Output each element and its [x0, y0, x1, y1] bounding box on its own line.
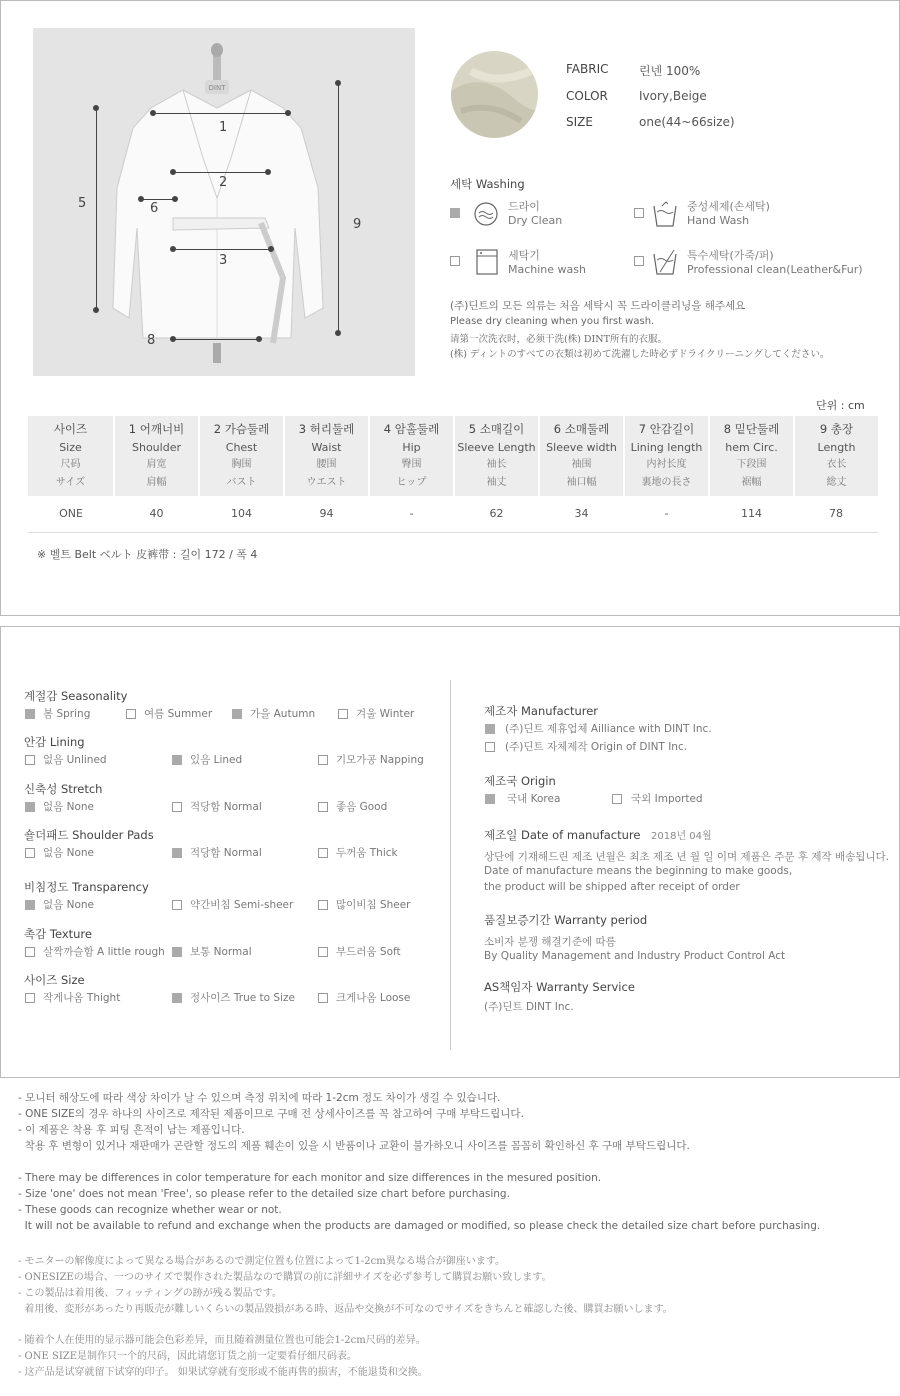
spec-label-size: SIZE [566, 115, 593, 129]
origin-title: 제조국 Origin [484, 774, 556, 788]
header-line: 8 밑단둘레 [723, 422, 780, 436]
attribute-option-label: 많이비침 Sheer [336, 899, 411, 911]
header-line: 7 안감길이 [638, 422, 695, 436]
size-table-header-cell [539, 416, 624, 496]
manufacture-date-note: the product will be shipped after receipt of order [484, 881, 740, 893]
dim-dot [256, 336, 262, 342]
attribute-title: 사이즈 Size [24, 973, 85, 987]
header-line: 内衬长度 [646, 459, 687, 470]
professional-clean-icon [652, 248, 678, 276]
manufacturer-title: 제조자 Manufacturer [484, 704, 599, 718]
bottom-note-line: - この製品は着用後、フィッティングの跡が残る製品です。 [18, 1288, 282, 1299]
header-line: ウエスト [306, 476, 347, 488]
attribute-option-checkbox [172, 848, 182, 858]
header-line: 腰围 [316, 459, 337, 470]
attribute-option-checkbox [172, 947, 182, 957]
warranty-period-title: 품질보증기간 Warranty period [484, 913, 648, 927]
dim-dot [170, 336, 176, 342]
warranty-service-title: AS책임자 Warranty Service [484, 980, 635, 994]
attribute-option-label: 약간비침 Semi-sheer [190, 899, 294, 911]
fabric-swatch [451, 51, 538, 138]
bottom-note-line: - There may be differences in color temperature for each monitor and size differences in the mesured position. [18, 1172, 602, 1184]
attribute-title: 숄더패드 Shoulder Pads [24, 828, 154, 842]
spec-value-color: Ivory,Beige [639, 89, 707, 103]
wash-hand-wash-label [687, 200, 770, 228]
header-line: Chest [225, 440, 258, 454]
attribute-option-label: 적당함 Normal [190, 847, 262, 859]
header-line: 사이즈 [53, 422, 88, 436]
spec-value-size: one(44~66size) [639, 115, 735, 129]
washing-title: 세탁 Washing [450, 177, 525, 191]
size-table-cell: 104 [199, 496, 284, 532]
dim-dot [285, 110, 291, 116]
dry-clean-icon [473, 201, 499, 227]
jacket-illustration [33, 28, 415, 376]
warranty-period-note: 소비자 분쟁 해결기준에 따름 [484, 936, 616, 948]
dim-line-length [338, 83, 339, 333]
washing-note-en: Please dry cleaning when you first wash. [450, 316, 655, 327]
attribute-option-label: 보통 Normal [190, 946, 252, 958]
dim-line-chest [173, 172, 268, 173]
header-line: 総丈 [826, 476, 847, 488]
size-table-header-cell [114, 416, 199, 496]
dim-label-1: 1 [219, 120, 228, 135]
dim-label-6: 6 [150, 201, 159, 216]
header-line: hem Circ. [725, 440, 778, 454]
attribute-option-checkbox [25, 755, 35, 765]
dim-dot [268, 246, 274, 252]
attribute-option-label: 없음 None [43, 801, 95, 813]
header-line: 裏地の長さ [641, 476, 692, 488]
attribute-option-label: 겨울 Winter [356, 708, 415, 720]
attribute-option-label: 살짝까슬함 A little rough [43, 946, 165, 958]
manufacture-date-note: 상단에 기재해드린 제조 년월은 최초 제조 년 월 일 이며 제품은 주문 후 제작 배송됩니다. [484, 851, 890, 863]
header-line: 肩宽 [146, 459, 167, 470]
warranty-period-note: By Quality Management and Industry Product Control Act [484, 950, 786, 962]
dim-label-8: 8 [147, 333, 156, 348]
header-line: Length [817, 440, 856, 454]
bottom-note-line: 着用後、変形があったり再販売が難しいくらいの製品毀損がある時、返品や交換が不可なのでサイズをきちんと確認した後、購買お願いします。 [18, 1304, 673, 1315]
svg-text:DINT: DINT [208, 84, 226, 92]
dim-line-sleeve-length [96, 108, 97, 310]
attribute-option-checkbox [25, 802, 35, 812]
origin-option-label: 국내 Korea [507, 793, 561, 805]
wash-professional-ko: 특수세탁(가죽/퍼) [687, 249, 774, 262]
attribute-option-checkbox [318, 900, 328, 910]
header-line: 袖丈 [486, 476, 507, 488]
attribute-option-label: 없음 None [43, 899, 95, 911]
header-line: 5 소매길이 [468, 422, 525, 436]
washing-note-ja: (株) ディントのすべての衣類は初めて洗濯した時必ずドライクリーニングしてください。 [450, 349, 830, 360]
header-line: ヒップ [396, 476, 427, 488]
attribute-option-checkbox [172, 755, 182, 765]
bottom-note-line: - ONESIZEの場合、一つのサイズで製作された製品なので購買の前に詳細サイズを必ず参考して購買お願い致します。 [18, 1272, 552, 1283]
bottom-note-line: It will not be available to refund and exchange when the products are damaged or modified, so please check the detailed size chart before purchasing. [18, 1220, 821, 1232]
attribute-option-label: 있음 Lined [190, 754, 243, 766]
wash-hand-wash-en: Hand Wash [687, 214, 750, 227]
wash-hand-wash-ko: 중성세제(손세탁) [687, 200, 770, 213]
dim-line-sleeve-width [140, 199, 175, 200]
size-table-cell: 94 [284, 496, 369, 532]
header-line: Sleeve width [546, 440, 617, 454]
attribute-option-checkbox [25, 993, 35, 1003]
table-row [28, 496, 878, 532]
attribute-option-checkbox [172, 993, 182, 1003]
header-line: 1 어깨너비 [128, 422, 185, 436]
attribute-option-checkbox [318, 993, 328, 1003]
manufacturer-option-checkbox [485, 724, 495, 734]
dim-line-hem [173, 339, 259, 340]
dim-dot [93, 105, 99, 111]
header-line: 9 총장 [819, 422, 854, 436]
jacket-measurement-image [33, 28, 415, 376]
attribute-option-checkbox [25, 900, 35, 910]
header-line: 袖长 [486, 459, 507, 470]
wash-professional-label [687, 249, 863, 277]
attribute-option-checkbox [318, 848, 328, 858]
header-line: 2 가슴둘레 [213, 422, 270, 436]
dim-line-waist [173, 249, 271, 250]
attribute-option-checkbox [232, 709, 242, 719]
attribute-option-checkbox [318, 755, 328, 765]
attribute-option-checkbox [172, 802, 182, 812]
attribute-option-checkbox [172, 900, 182, 910]
attribute-option-label: 봄 Spring [43, 708, 91, 720]
dim-dot [138, 196, 144, 202]
wash-machine-checkbox [450, 256, 460, 266]
bottom-note-line: - 随着个人在使用的显示器可能会色彩差异，而且随着测量位置也可能会1-2cm尺码的差异。 [18, 1335, 426, 1346]
bottom-note-line: - ONE SIZE의 경우 하나의 사이즈로 제작된 제품이므로 구매 전 상세사이즈를 꼭 참고하여 구매 부탁드립니다. [18, 1108, 524, 1120]
header-line: 胸围 [231, 459, 252, 470]
dim-dot [335, 330, 341, 336]
manufacture-date-note: Date of manufacture means the beginning to make goods, [484, 865, 793, 877]
bottom-note-line: 착용 후 변형이 있거나 재판매가 곤란할 정도의 제품 훼손이 있을 시 반품이나 교환이 불가하오니 사이즈를 꼼꼼히 확인하신 후 구매 부탁드립니다. [18, 1140, 690, 1152]
wash-dry-clean-label [508, 200, 562, 228]
attribute-option-label: 부드러움 Soft [336, 946, 401, 958]
origin-option-checkbox [612, 794, 622, 804]
size-table-cell: - [624, 496, 709, 532]
dim-label-5: 5 [78, 196, 87, 211]
machine-wash-icon [475, 248, 499, 276]
unit-label: 단위 : cm [816, 399, 865, 412]
size-table-cell: 114 [709, 496, 794, 532]
size-table [28, 416, 878, 533]
size-table-header-cell [284, 416, 369, 496]
header-line: 3 허리둘레 [298, 422, 355, 436]
attribute-option-label: 없음 Unlined [43, 754, 107, 766]
attribute-title: 계절감 Seasonality [24, 689, 128, 703]
dim-dot [150, 110, 156, 116]
size-table-header-cell [709, 416, 794, 496]
bottom-note-line: - 모니터 해상도에 따라 색상 차이가 날 수 있으며 측정 위치에 따라 1-2cm 정도 차이가 생길 수 있습니다. [18, 1092, 501, 1104]
origin-option-checkbox [485, 794, 495, 804]
manufacturer-option-label: (주)딘트 자체제작 Origin of DINT Inc. [505, 741, 688, 753]
size-table-cell: 34 [539, 496, 624, 532]
size-table-header-cell [454, 416, 539, 496]
bottom-note-line: - モニターの解像度によって異なる場合があるので測定位置も位置によって1-2cm異なる場合が御座います。 [18, 1256, 505, 1267]
size-table-header-cell [624, 416, 709, 496]
header-line: 6 소매둘레 [553, 422, 610, 436]
header-line: 尺码 [60, 459, 81, 470]
size-table-cell: ONE [28, 496, 114, 532]
manufacturer-option-checkbox [485, 742, 495, 752]
header-line: バスト [226, 476, 257, 488]
header-line: Shoulder [132, 440, 181, 454]
belt-note: ※ 벨트 Belt ベルト 皮裤带 : 길이 172 / 폭 4 [37, 548, 258, 561]
size-table-cell: 40 [114, 496, 199, 532]
wash-machine-label [508, 249, 586, 277]
origin-option-label: 국외 Imported [631, 793, 703, 805]
size-table-cell: 78 [794, 496, 878, 532]
header-line: 下段围 [736, 459, 767, 470]
attribute-option-checkbox [318, 802, 328, 812]
attribute-option-label: 적당함 Normal [190, 801, 262, 813]
bottom-note-line: - ONE SIZE是制作只一个的尺码，因此请您订货之前一定要看仔细尺码表。 [18, 1351, 358, 1362]
wash-dry-clean-en: Dry Clean [508, 214, 563, 227]
attribute-title: 비침정도 Transparency [24, 880, 149, 894]
attribute-option-label: 정사이즈 True to Size [190, 992, 295, 1004]
size-table-header-cell [199, 416, 284, 496]
attribute-option-label: 가을 Autumn [250, 708, 316, 720]
washing-note-ko: (주)딘트의 모든 의류는 처음 세탁시 꼭 드라이클리닝을 해주세요 [450, 300, 746, 312]
attribute-option-checkbox [25, 947, 35, 957]
header-line: Sleeve Length [457, 440, 536, 454]
hand-wash-icon [652, 200, 678, 228]
bottom-note-line: - Size 'one' does not mean 'Free', so please refer to the detailed size chart before purchasing. [18, 1188, 510, 1200]
warranty-service-note: (주)딘트 DINT Inc. [484, 1001, 574, 1013]
size-table-header-cell [28, 416, 114, 496]
manufacture-date-title: 제조일 Date of manufacture [484, 828, 641, 842]
size-table-header-cell [794, 416, 878, 496]
column-divider [450, 680, 451, 1050]
header-line: 袖围 [571, 459, 592, 470]
size-table-header-cell [369, 416, 454, 496]
bottom-note-line: - These goods can recognize whether wear or not. [18, 1204, 282, 1216]
manufacturer-option-label: (주)딘트 제휴업체 Ailliance with DINT Inc. [505, 723, 712, 735]
attribute-option-checkbox [338, 709, 348, 719]
wash-professional-checkbox [634, 256, 644, 266]
header-line: Size [59, 440, 82, 454]
dim-line-shoulder [153, 113, 288, 114]
bottom-note-line: - 这产品是试穿就留下试穿的印子。 如果试穿就有变形或不能再售的损害，不能退货和交换。 [18, 1367, 428, 1378]
wash-dry-clean-checkbox [450, 208, 460, 218]
dim-dot [172, 196, 178, 202]
dim-dot [170, 246, 176, 252]
header-line: 裾幅 [741, 476, 762, 488]
bottom-note-line: - 이 제품은 착용 후 피팅 흔적이 남는 제품입니다. [18, 1124, 245, 1136]
manufacture-date-value: 2018년 04월 [651, 831, 712, 842]
header-line: 臀围 [401, 459, 422, 470]
wash-professional-en: Professional clean(Leather&Fur) [687, 263, 863, 276]
spec-value-fabric: 린넨 100% [639, 64, 701, 78]
washing-note-zh: 请第一次洗衣时，必须干洗(株) DINT所有的衣服。 [450, 334, 667, 345]
header-line: 衣长 [826, 459, 847, 470]
header-line: Waist [311, 440, 342, 454]
wash-machine-ko: 세탁기 [508, 249, 540, 262]
dim-dot [335, 80, 341, 86]
dim-dot [265, 169, 271, 175]
attribute-option-label: 여름 Summer [144, 708, 213, 720]
attribute-option-label: 좋음 Good [336, 801, 388, 813]
size-table-cell: - [369, 496, 454, 532]
attribute-option-label: 기모가공 Napping [336, 754, 424, 766]
attribute-title: 안감 Lining [24, 735, 85, 749]
attribute-option-label: 없음 None [43, 847, 95, 859]
header-line: 4 암홀둘레 [383, 422, 440, 436]
header-line: Hip [402, 440, 421, 454]
spec-label-color: COLOR [566, 89, 608, 103]
attribute-option-checkbox [25, 848, 35, 858]
attribute-option-label: 크게나옴 Loose [336, 992, 411, 1004]
attribute-title: 촉감 Texture [24, 927, 92, 941]
dim-dot [93, 307, 99, 313]
header-line: 肩幅 [146, 476, 167, 488]
dim-label-9: 9 [353, 217, 362, 232]
attribute-title: 신축성 Stretch [24, 782, 103, 796]
wash-dry-clean-ko: 드라이 [508, 200, 540, 213]
dim-label-3: 3 [219, 253, 228, 268]
attribute-option-label: 두꺼움 Thick [336, 847, 398, 859]
dim-label-2: 2 [219, 175, 228, 190]
header-line: 袖口幅 [566, 476, 597, 488]
attribute-option-label: 작게나옴 Thight [43, 992, 121, 1004]
attribute-option-checkbox [25, 709, 35, 719]
header-line: Lining length [630, 440, 703, 454]
spec-label-fabric: FABRIC [566, 62, 609, 76]
header-line: サイズ [55, 476, 86, 488]
dim-dot [170, 169, 176, 175]
size-table-cell: 62 [454, 496, 539, 532]
wash-hand-wash-checkbox [634, 208, 644, 218]
size-table-header [28, 416, 878, 496]
wash-machine-en: Machine wash [508, 263, 586, 276]
attribute-option-checkbox [126, 709, 136, 719]
attribute-option-checkbox [318, 947, 328, 957]
